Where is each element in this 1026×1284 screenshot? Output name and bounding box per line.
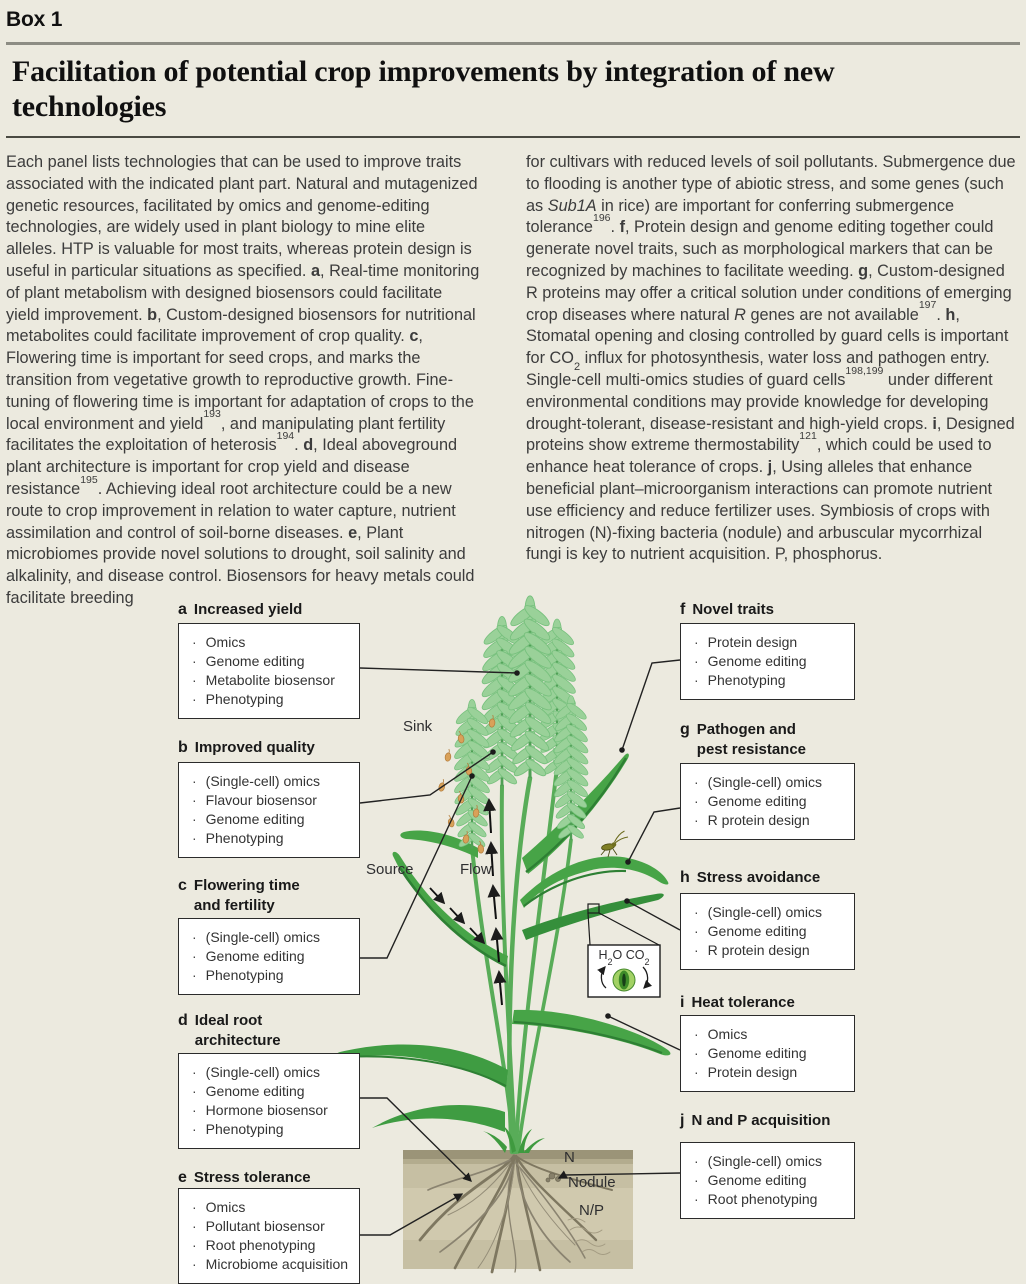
panel-g-box bbox=[680, 763, 855, 840]
panel-list-item: · Omics bbox=[189, 1198, 351, 1217]
body-text bbox=[0, 138, 1026, 610]
panel-f-title: Novel traits bbox=[692, 601, 775, 618]
panel-list-item: · Genome editing bbox=[189, 947, 351, 966]
panel-e-letter: e bbox=[178, 1169, 187, 1186]
figure-diagram bbox=[0, 590, 1026, 1279]
connector-f bbox=[622, 660, 680, 750]
panel-g-letter: g bbox=[680, 721, 690, 738]
panel-list-item: · (Single-cell) omics bbox=[189, 772, 351, 791]
panel-list-item: · Metabolite biosensor bbox=[189, 671, 351, 690]
panel-d-title: Ideal root architecture bbox=[194, 1012, 281, 1049]
panel-j-letter: j bbox=[680, 1112, 685, 1129]
body-column-left: Each panel lists technologies that can be used to improve traits associated with the indicated plant part. Natural and mutagenized genetic resources, facilitated by omics and genome-editing technologies, are widely used in plant biology to mine elite alleles. HTP is valuable for most traits, whereas protein design is useful in particular situations as specified. a, Real-time monitoring of plant metabolism with designed biosensors could facilitate yield improvement. b, Custom-designed biosensors for nutritional metabolites could facilitate improvement of crop quality. c, Flowering time is important for seed crops, and marks the transition from vegetative growth to reproductive growth. Fine-tuning of flowering time is important for adaptation of crops to the local environment and yield$^{193}$, and manipulating plant fertility facilitates the exploitation of heterosis$^{194}$. d, Ideal aboveground plant architecture is important for crop yield and disease resistance$^{195}$. Achieving ideal root architecture could be a new route to crop improvement in relation to water capture, nutrient assimilation and control of soil-borne diseases. e, Plant microbiomes provide novel solutions to drought, soil salinity and alkalinity, and disease control. Biosensors for heavy metals could facilitate breeding bbox=[6, 153, 480, 607]
panel-list-item: · Phenotyping bbox=[189, 1120, 351, 1139]
panel-list-item: · Phenotyping bbox=[189, 829, 351, 848]
panel-a-heading bbox=[178, 600, 334, 620]
panel-list-item: · (Single-cell) omics bbox=[691, 1152, 846, 1171]
panel-a-title: Increased yield bbox=[193, 601, 303, 618]
panel-list-item: · (Single-cell) omics bbox=[189, 928, 351, 947]
panel-b-box bbox=[178, 762, 360, 858]
panel-list-item: · Protein design bbox=[691, 633, 846, 652]
panicles bbox=[452, 596, 590, 849]
source-label: Source bbox=[366, 861, 414, 878]
panel-list-item: · Genome editing bbox=[189, 652, 351, 671]
panel-i-title: Heat tolerance bbox=[691, 994, 795, 1011]
panel-h-title: Stress avoidance bbox=[696, 869, 821, 886]
panel-i-box bbox=[680, 1015, 855, 1092]
panel-list-item: · Genome editing bbox=[189, 1082, 351, 1101]
panel-i-heading bbox=[680, 993, 821, 1013]
panel-j-box bbox=[680, 1142, 855, 1219]
panel-f-heading bbox=[680, 600, 812, 620]
header-divider bbox=[6, 42, 1020, 45]
panel-list-item: · Phenotyping bbox=[189, 966, 351, 985]
panel-list-item: · Microbiome acquisition bbox=[189, 1255, 351, 1274]
panel-list-item: · Genome editing bbox=[189, 810, 351, 829]
plant-illustration bbox=[0, 590, 1026, 1279]
panel-j-heading bbox=[680, 1111, 856, 1131]
panel-d-letter: d bbox=[178, 1012, 188, 1029]
panel-d-box bbox=[178, 1053, 360, 1149]
panel-a-letter: a bbox=[178, 601, 187, 618]
panel-list-item: · Phenotyping bbox=[189, 690, 351, 709]
panel-c-heading bbox=[178, 876, 306, 916]
insect-icon bbox=[601, 831, 628, 857]
panel-list-item: · Omics bbox=[691, 1025, 846, 1044]
panel-g-title: Pathogen and pest resistance bbox=[696, 721, 807, 758]
panel-list-item: · (Single-cell) omics bbox=[691, 773, 846, 792]
panel-list-item: · Genome editing bbox=[691, 792, 846, 811]
panel-list-item: · Root phenotyping bbox=[691, 1190, 846, 1209]
panel-d-heading bbox=[178, 1011, 290, 1051]
panel-h-box bbox=[680, 893, 855, 970]
flow-label: Flow bbox=[460, 861, 492, 878]
np-label: N/P bbox=[579, 1202, 605, 1219]
panel-c-box bbox=[178, 918, 360, 995]
panel-f-box bbox=[680, 623, 855, 700]
nodule-label: Nodule bbox=[568, 1174, 616, 1191]
panel-list-item: · R protein design bbox=[691, 811, 846, 830]
panel-c-letter: c bbox=[178, 877, 187, 894]
panel-list-item: · Genome editing bbox=[691, 1171, 846, 1190]
panel-b-title: Improved quality bbox=[194, 739, 315, 756]
panel-list-item: · Phenotyping bbox=[691, 671, 846, 690]
panel-h-letter: h bbox=[680, 869, 690, 886]
connector-g bbox=[628, 808, 680, 862]
panel-list-item: · Genome editing bbox=[691, 1044, 846, 1063]
panel-list-item: · Flavour biosensor bbox=[189, 791, 351, 810]
panel-list-item: · (Single-cell) omics bbox=[691, 903, 846, 922]
panel-c-title: Flowering time and fertility bbox=[193, 877, 300, 914]
panel-list-item: · Protein design bbox=[691, 1063, 846, 1082]
panel-j-title: N and P acquisition bbox=[691, 1112, 831, 1129]
panel-list-item: · (Single-cell) omics bbox=[189, 1063, 351, 1082]
nitrogen-label: N bbox=[564, 1149, 575, 1166]
panel-b-heading bbox=[178, 738, 345, 758]
panel-list-item: · Hormone biosensor bbox=[189, 1101, 351, 1120]
panel-list-item: · Pollutant biosensor bbox=[189, 1217, 351, 1236]
box-number-label: Box 1 bbox=[6, 8, 63, 31]
panel-e-heading bbox=[178, 1168, 344, 1188]
panel-list-item: · Root phenotyping bbox=[189, 1236, 351, 1255]
panel-e-box bbox=[178, 1188, 360, 1284]
stoma-gas-labels: $H_2O$ $CO_2$ bbox=[598, 948, 650, 967]
panel-a-box bbox=[178, 623, 360, 719]
sink-label: Sink bbox=[403, 718, 433, 735]
panel-e-title: Stress tolerance bbox=[193, 1169, 311, 1186]
panel-f-letter: f bbox=[680, 601, 686, 618]
panel-list-item: · Genome editing bbox=[691, 922, 846, 941]
page-title: Facilitation of potential crop improvements by integration of new technologies bbox=[12, 55, 835, 123]
panel-b-letter: b bbox=[178, 739, 188, 756]
panel-h-heading bbox=[680, 868, 837, 888]
panel-list-item: · Genome editing bbox=[691, 652, 846, 671]
panel-i-letter: i bbox=[680, 994, 685, 1011]
connector-h bbox=[627, 901, 680, 930]
box-header bbox=[0, 0, 1026, 138]
panel-g-heading bbox=[680, 720, 815, 760]
body-column-right: for cultivars with reduced levels of soil pollutants. Submergence due to flooding is another type of abiotic stress, and some genes (such as Sub1A in rice) are important for conferring submergence tolerance$^{196}$. f, Protein design and genome editing together could generate novel traits, such as morphological markers that can be recognized by machines to facilitate weeding. g, Custom-designed R proteins may offer a critical solution under conditions of emerging crop diseases where natural R genes are not available$^{197}$. h, Stomatal opening and closing controlled by guard cells is important for $CO_2$ influx for photosynthesis, water loss and pathogen entry. Single-cell multi-omics studies of guard cells$^{198,199}$ under different environmental conditions may provide knowledge for developing drought-tolerant, disease-resistant and high-yield crops. i, Designed proteins show extreme thermostability$^{121}$, which could be used to enhance heat tolerance of crops. j, Using alleles that enhance beneficial plant–microorganism interactions can promote nutrient use efficiency and reduce fertilizer uses. Symbiosis of crops with nitrogen (N)-fixing bacteria (nodule) and arbuscular mycorrhizal fungi is key to nutrient acquisition. P, phosphorus. bbox=[526, 153, 1016, 564]
panel-list-item: · Omics bbox=[189, 633, 351, 652]
panel-list-item: · R protein design bbox=[691, 941, 846, 960]
